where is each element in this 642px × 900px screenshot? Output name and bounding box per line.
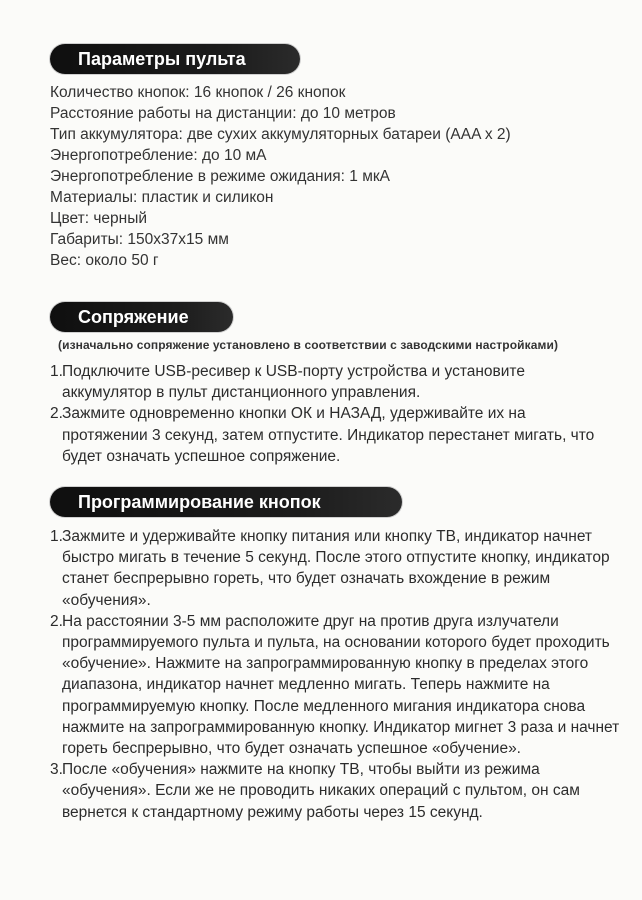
step-text: На расстоянии 3-5 мм расположите друг на против друга излучатели программируемого пульта и пульта, на основании которого будет проходить «обучение». Нажмите на запрограммированную кнопку в пределах этого диапазона, индикатор начнет медленно мигать. Теперь нажмите на программируемую кнопку. После медленного мигания индикатора снова нажмите на запрограммированную кнопку. Индикатор мигнет 3 раза и начнет гореть беспрерывно, что будет означать успешное «обучение». [62,612,620,758]
spec-item: Расстояние работы на дистанции: до 10 метров [50,105,396,122]
step-number: 1. [50,528,63,545]
section-heading-pairing: Сопряжение [50,302,233,332]
programming-step [50,526,620,611]
spec-item: Количество кнопок: 16 кнопок / 26 кнопок [50,84,346,101]
step-number: 2. [50,612,63,630]
step-text: Зажмите и удерживайте кнопку питания или кнопку ТВ, индикатор начнет быстро мигать в течение 5 секунд. После этого отпустите кнопку, индикатор станет беспрерывно гореть, что будет означать вхождение в режим «обучения». [62,528,610,609]
programming-step [50,759,620,823]
step-text: После «обучения» нажмите на кнопку ТВ, чтобы выйти из режима «обучения». Если же не проводить никаких операций с пультом, он сам вернется к стандартному режиму работы через 15 секунд. [62,761,580,821]
step-number: 1. [50,363,63,380]
programming-step [50,611,620,759]
spec-item: Вес: около 50 г [50,252,159,269]
spec-item: Энергопотребление: до 10 мА [50,147,267,164]
spec-item: Энергопотребление в режиме ожидания: 1 мкА [50,168,390,185]
pairing-step [50,403,610,467]
spec-list [50,82,511,271]
section-heading-programming: Программирование кнопок [50,487,402,517]
programming-steps [50,526,620,823]
step-text: Зажмите одновременно кнопки ОК и НАЗАД, удерживайте их на протяжении 3 секунд, затем отпустите. Индикатор перестанет мигать, что будет означать успешное сопряжение. [62,405,595,465]
pairing-steps [50,361,610,467]
spec-item: Материалы: пластик и силикон [50,189,274,206]
step-number: 2. [50,405,63,423]
spec-item: Цвет: черный [50,210,148,227]
step-text: Подключите USB-ресивер к USB-порту устройства и установите аккумулятор в пульт дистанционного управления. [62,363,525,402]
spec-item: Габариты: 150x37x15 мм [50,231,229,248]
pairing-step [50,361,610,403]
section-heading-params: Параметры пульта [50,44,300,74]
pairing-note: (изначально сопряжение установлено в соответствии с заводскими настройками) [58,338,559,352]
step-number: 3. [50,761,63,779]
spec-item: Тип аккумулятора: две сухих аккумуляторных батареи (AAA x 2) [50,126,511,143]
